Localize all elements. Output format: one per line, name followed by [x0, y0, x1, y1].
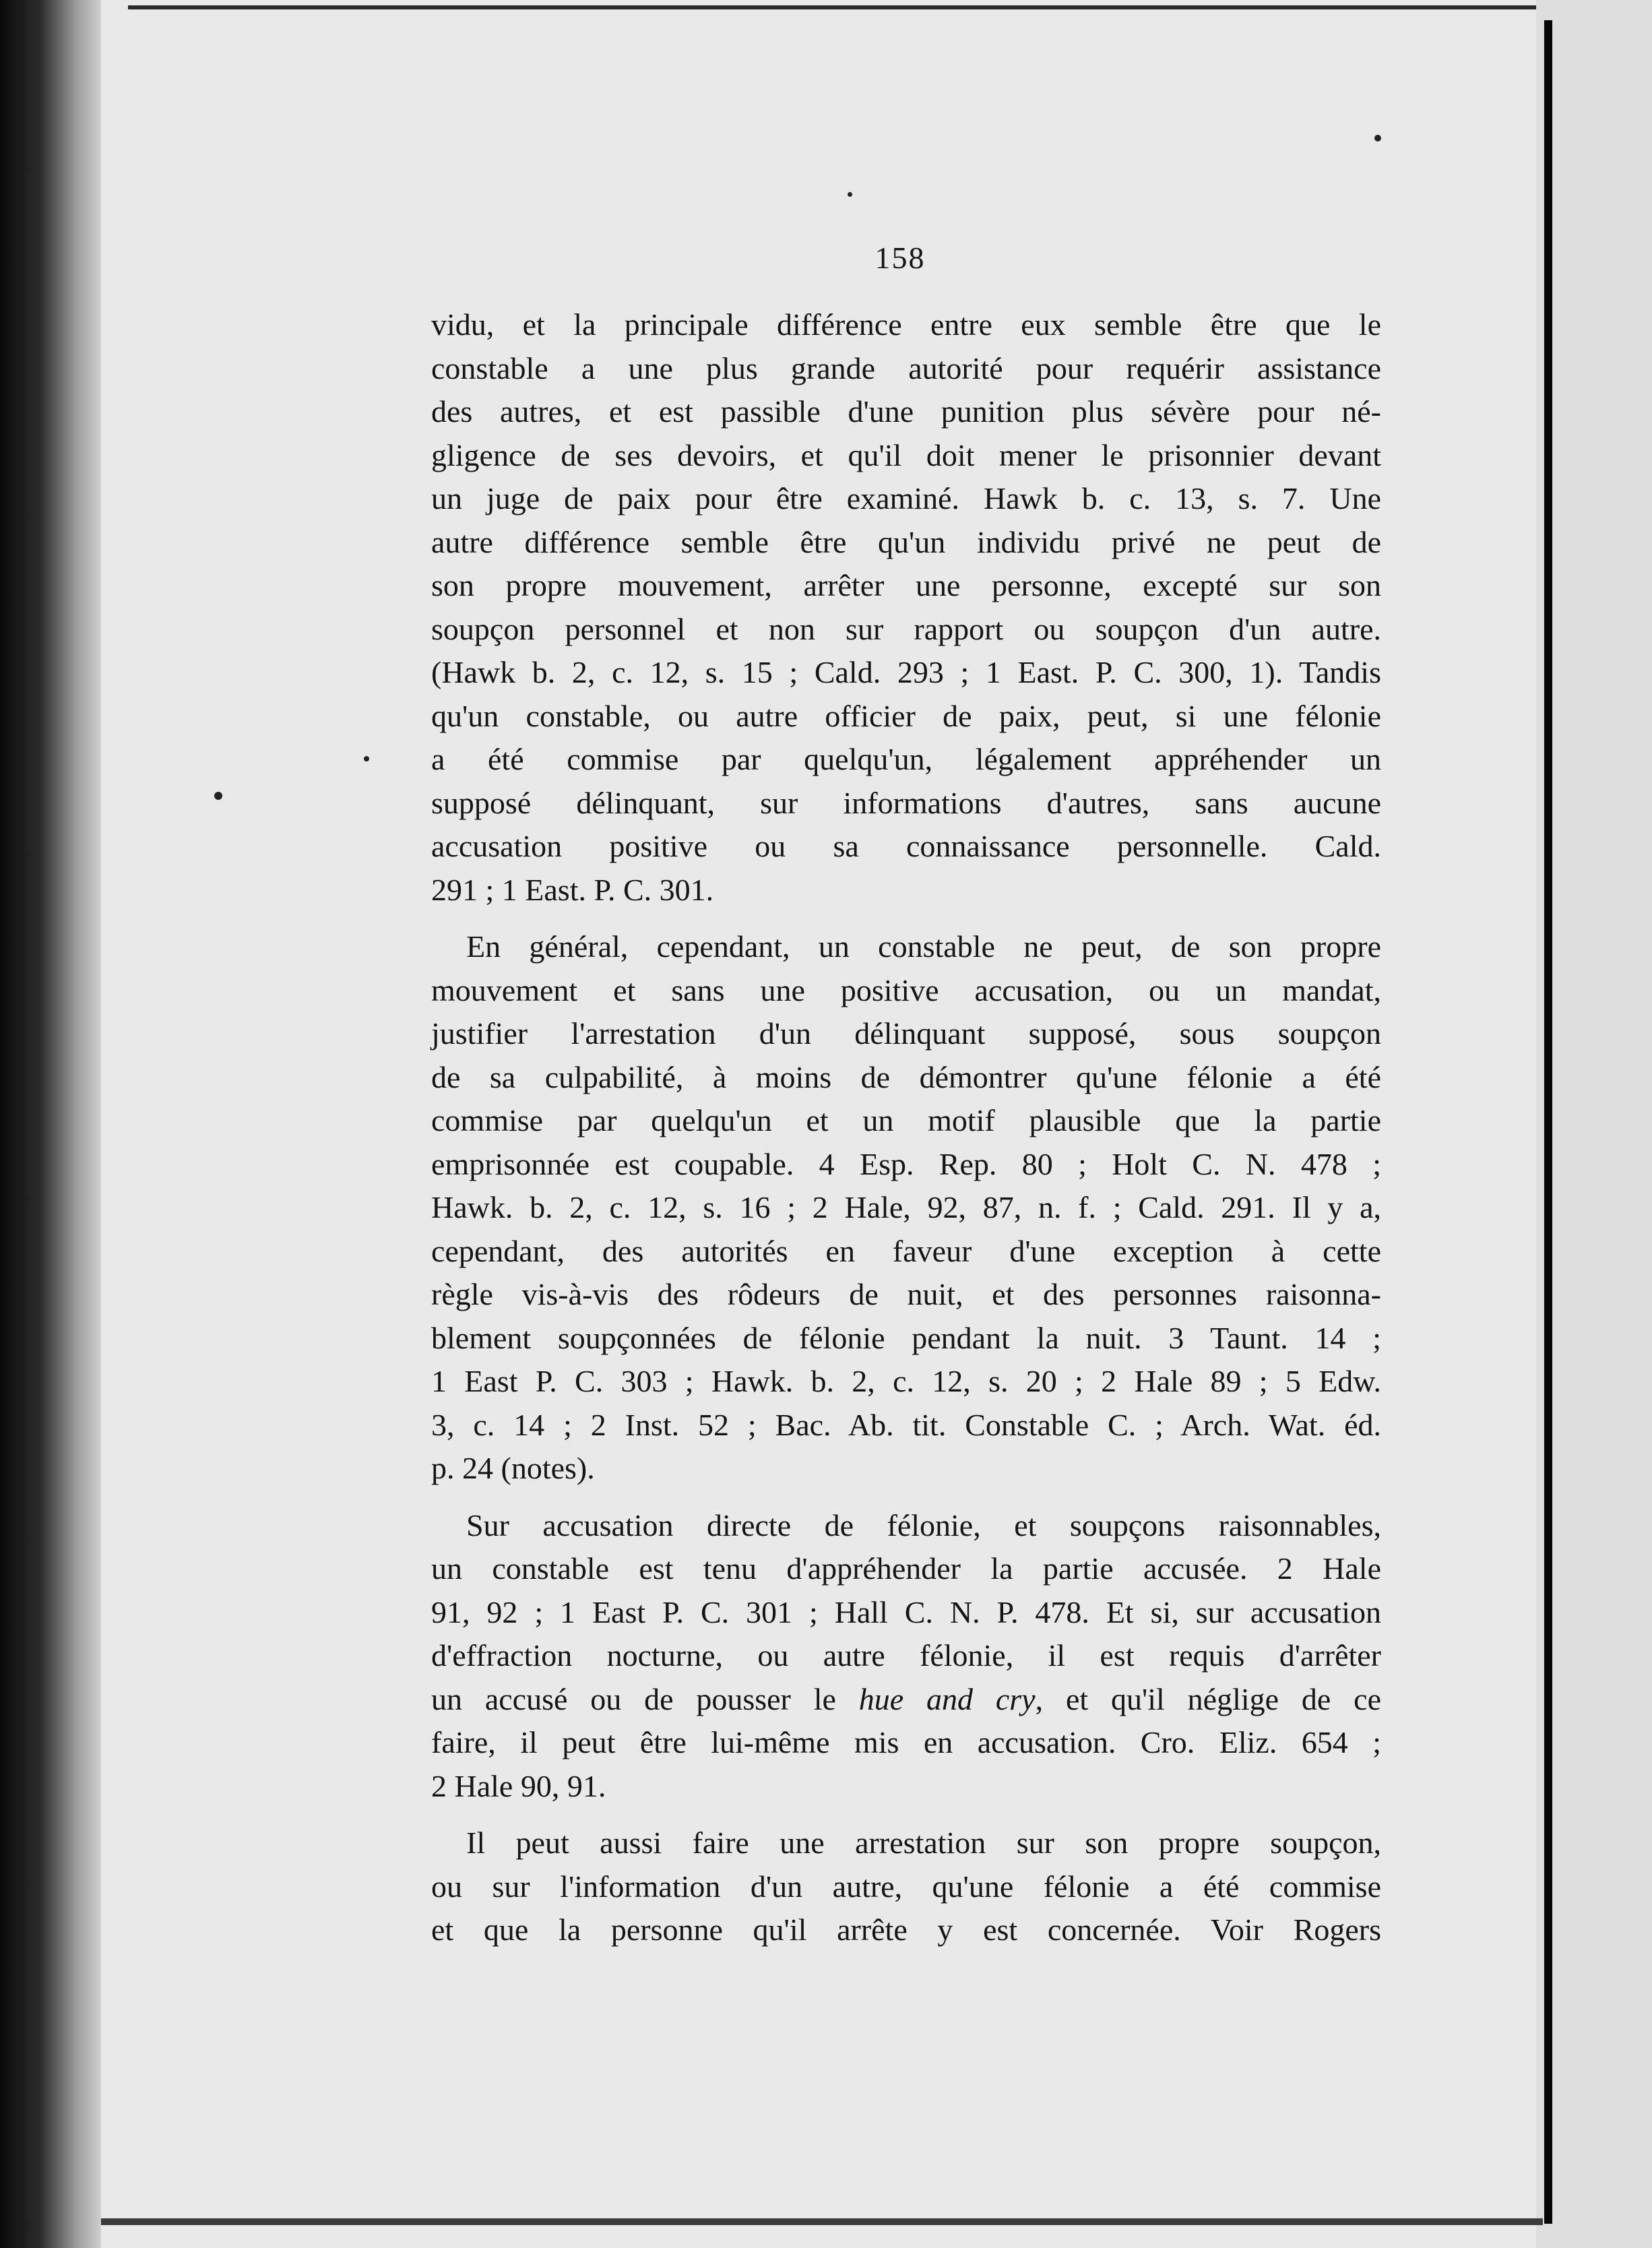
scan-top-border: [128, 5, 1536, 9]
text-line: des autres, et est passible d'une punition plus sévère pour né-: [431, 394, 1381, 429]
text-line: 2 Hale 90, 91.: [431, 1768, 606, 1803]
text-line-with-italic: un accusé ou de pousser le hue and cry, et qu'il néglige de ce: [431, 1681, 1381, 1716]
text-line: un juge de paix pour être examiné. Hawk b. c. 13, s. 7. Une: [431, 481, 1381, 516]
scan-gutter-line: [1544, 20, 1552, 2224]
text-line: soupçon personnel et non sur rapport ou soupçon d'un autre.: [431, 611, 1381, 646]
text-line: 1 East P. C. 303 ; Hawk. b. 2, c. 12, s. 20 ; 2 Hale 89 ; 5 Edw.: [431, 1364, 1381, 1398]
text-line: (Hawk b. 2, c. 12, s. 15 ; Cald. 293 ; 1 East. P. C. 300, 1). Tandis: [431, 655, 1381, 689]
text-line: faire, il peut être lui-même mis en accusation. Cro. Eliz. 654 ;: [431, 1725, 1381, 1759]
text-line: mouvement et sans une positive accusation, ou un mandat,: [431, 972, 1381, 1007]
text-line: de sa culpabilité, à moins de démontrer qu'une félonie a été: [431, 1059, 1381, 1094]
text-line: son propre mouvement, arrêter une personne, excepté sur son: [431, 568, 1381, 602]
text-line: constable a une plus grande autorité pour requérir assistance: [431, 350, 1381, 385]
text-line: un constable est tenu d'appréhender la partie accusée. 2 Hale: [431, 1551, 1381, 1586]
scan-speck: [364, 756, 369, 761]
text-line: commise par quelqu'un et un motif plausible que la partie: [431, 1103, 1381, 1137]
text-line: 291 ; 1 East. P. C. 301.: [431, 872, 714, 907]
text-line: blement soupçonnées de félonie pendant la nuit. 3 Taunt. 14 ;: [431, 1320, 1381, 1355]
text-line: justifier l'arrestation d'un délinquant supposé, sous soupçon: [431, 1016, 1381, 1051]
body-text: [431, 303, 1381, 1952]
scan-speck: [848, 192, 852, 197]
text-line: 3, c. 14 ; 2 Inst. 52 ; Bac. Ab. tit. Constable C. ; Arch. Wat. éd.: [431, 1407, 1381, 1442]
text-line: vidu, et la principale différence entre eux semble être que le: [431, 307, 1381, 342]
paragraph-1: [431, 303, 1381, 912]
scan-speck: [1374, 135, 1381, 142]
text-line: Il peut aussi faire une arrestation sur son propre soupçon,: [466, 1825, 1381, 1860]
text-line: cependant, des autorités en faveur d'une exception à cette: [431, 1233, 1381, 1268]
scan-bottom-border: [101, 2218, 1543, 2225]
scan-binding-edge: [0, 0, 101, 2248]
scan-right-margin: [1536, 0, 1652, 2248]
text-line: Hawk. b. 2, c. 12, s. 16 ; 2 Hale, 92, 87, n. f. ; Cald. 291. Il y a,: [431, 1190, 1381, 1224]
page-number: 158: [875, 241, 926, 275]
text-line: Sur accusation directe de félonie, et soupçons raisonnables,: [466, 1507, 1381, 1542]
scan-speck: [214, 792, 222, 800]
text-line: qu'un constable, ou autre officier de paix, peut, si une félonie: [431, 698, 1381, 733]
paragraph-2: [431, 925, 1381, 1491]
text-line: accusation positive ou sa connaissance personnelle. Cald.: [431, 829, 1381, 863]
text-line: a été commise par quelqu'un, légalement appréhender un: [431, 742, 1381, 776]
text-line: supposé délinquant, sur informations d'autres, sans aucune: [431, 785, 1381, 820]
text-line: et que la personne qu'il arrête y est concernée. Voir Rogers: [431, 1912, 1381, 1947]
text-line: ou sur l'information d'un autre, qu'une félonie a été commise: [431, 1869, 1381, 1904]
text-line: emprisonnée est coupable. 4 Esp. Rep. 80 ; Holt C. N. 478 ;: [431, 1146, 1381, 1181]
italic-phrase: hue and cry: [858, 1681, 1036, 1716]
paragraph-4: [431, 1821, 1381, 1952]
text-line: d'effraction nocturne, ou autre félonie, il est requis d'arrêter: [431, 1638, 1381, 1673]
text-line: règle vis-à-vis des rôdeurs de nuit, et des personnes raisonna-: [431, 1277, 1381, 1311]
text-line: p. 24 (notes).: [431, 1451, 595, 1485]
text-line: En général, cependant, un constable ne peut, de son propre: [466, 929, 1381, 964]
text-line: autre différence semble être qu'un individu privé ne peut de: [431, 524, 1381, 559]
paragraph-3: [431, 1504, 1381, 1809]
text-line: 91, 92 ; 1 East P. C. 301 ; Hall C. N. P. 478. Et si, sur accusation: [431, 1594, 1381, 1629]
text-line: gligence de ses devoirs, et qu'il doit mener le prisonnier devant: [431, 437, 1381, 472]
